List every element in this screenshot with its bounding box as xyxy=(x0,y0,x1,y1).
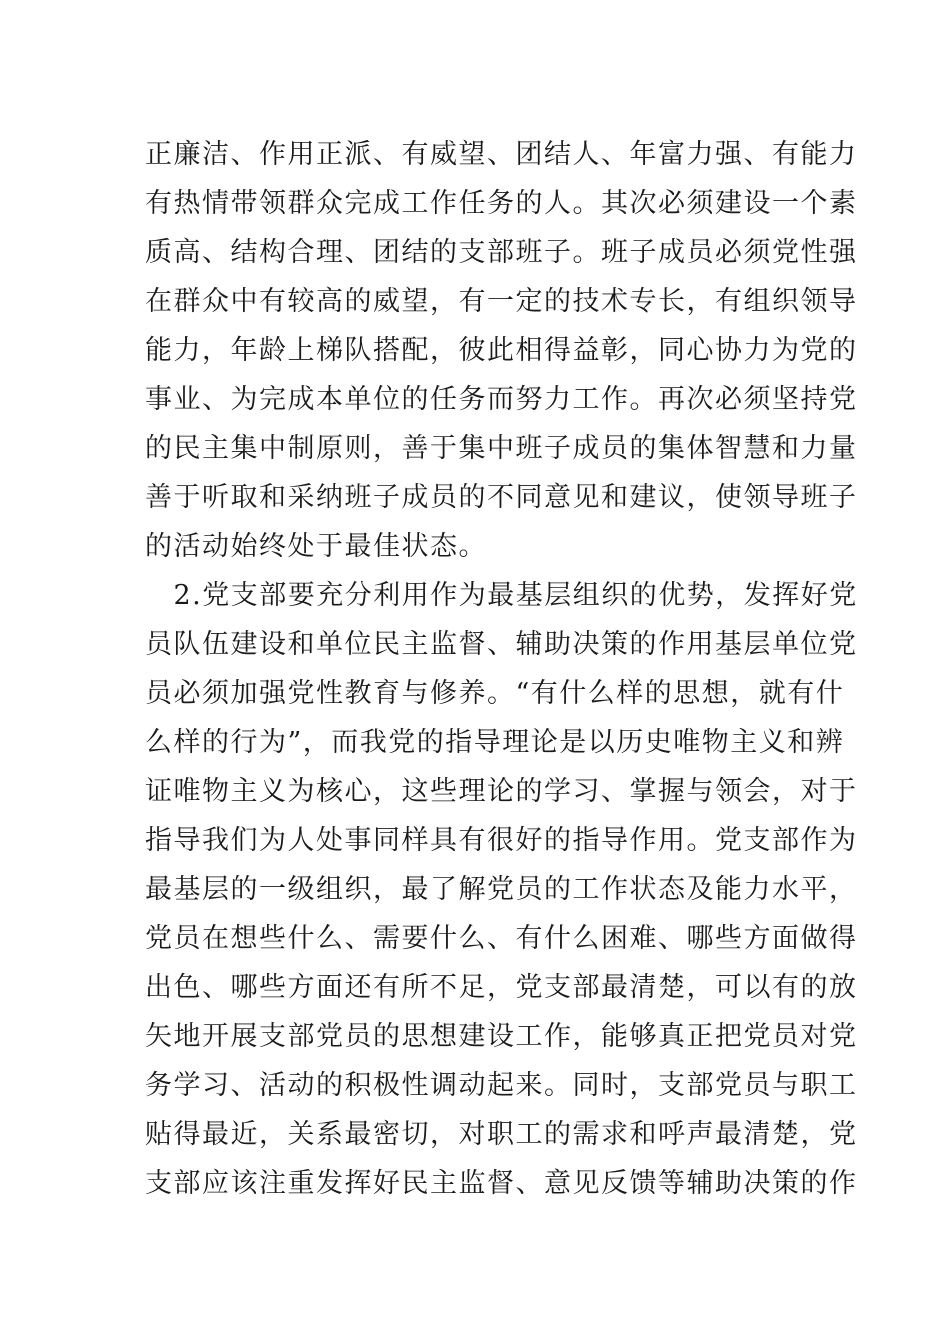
text-line: 在群众中有较高的威望，有一定的技术专长，有组织领导 xyxy=(145,286,858,317)
text-line: 证唯物主义为核心，这些理论的学习、掌握与领会，对于 xyxy=(145,776,858,807)
text-line: 指导我们为人处事同样具有很好的指导作用。党支部作为 xyxy=(145,825,858,856)
text-line: 出色、哪些方面还有所不足，党支部最清楚，可以有的放 xyxy=(145,972,858,1003)
text-line: 么样的行为”，而我党的指导理论是以历史唯物主义和辨 xyxy=(145,727,845,758)
paragraph-2-start-line: 2.党支部要充分利用作为最基层组织的优势，发挥好党 xyxy=(145,580,858,611)
text-line: 能力，年龄上梯队搭配，彼此相得益彰，同心协力为党的 xyxy=(145,335,858,366)
text-line: 的活动始终处于最佳状态。 xyxy=(145,531,487,562)
text-line: 贴得最近，关系最密切，对职工的需求和呼声最清楚，党 xyxy=(145,1119,858,1150)
text-line: 事业、为完成本单位的任务而努力工作。再次必须坚持党 xyxy=(145,384,858,415)
text-line: 务学习、活动的积极性调动起来。同时，支部党员与职工 xyxy=(145,1070,858,1101)
body-text xyxy=(145,130,858,1208)
text-line: 有热情带领群众完成工作任务的人。其次必须建设一个素 xyxy=(145,188,858,219)
text-line: 善于听取和采纳班子成员的不同意见和建议，使领导班子 xyxy=(145,482,858,513)
text-line: 党员在想些什么、需要什么、有什么困难、哪些方面做得 xyxy=(145,923,858,954)
text-line: 正廉洁、作用正派、有威望、团结人、年富力强、有能力 xyxy=(145,139,858,170)
text-line: 的民主集中制原则，善于集中班子成员的集体智慧和力量 xyxy=(145,433,858,464)
text-line: 矢地开展支部党员的思想建设工作，能够真正把党员对党 xyxy=(145,1021,858,1052)
text-line: 员队伍建设和单位民主监督、辅助决策的作用基层单位党 xyxy=(145,629,858,660)
text-line: 支部应该注重发挥好民主监督、意见反馈等辅助决策的作 xyxy=(145,1168,858,1199)
text-line: 质高、结构合理、团结的支部班子。班子成员必须党性强 xyxy=(145,237,858,268)
text-line: 员必须加强党性教育与修养。“有什么样的思想，就有什 xyxy=(145,678,845,709)
text-line: 最基层的一级组织，最了解党员的工作状态及能力水平， xyxy=(145,874,858,905)
